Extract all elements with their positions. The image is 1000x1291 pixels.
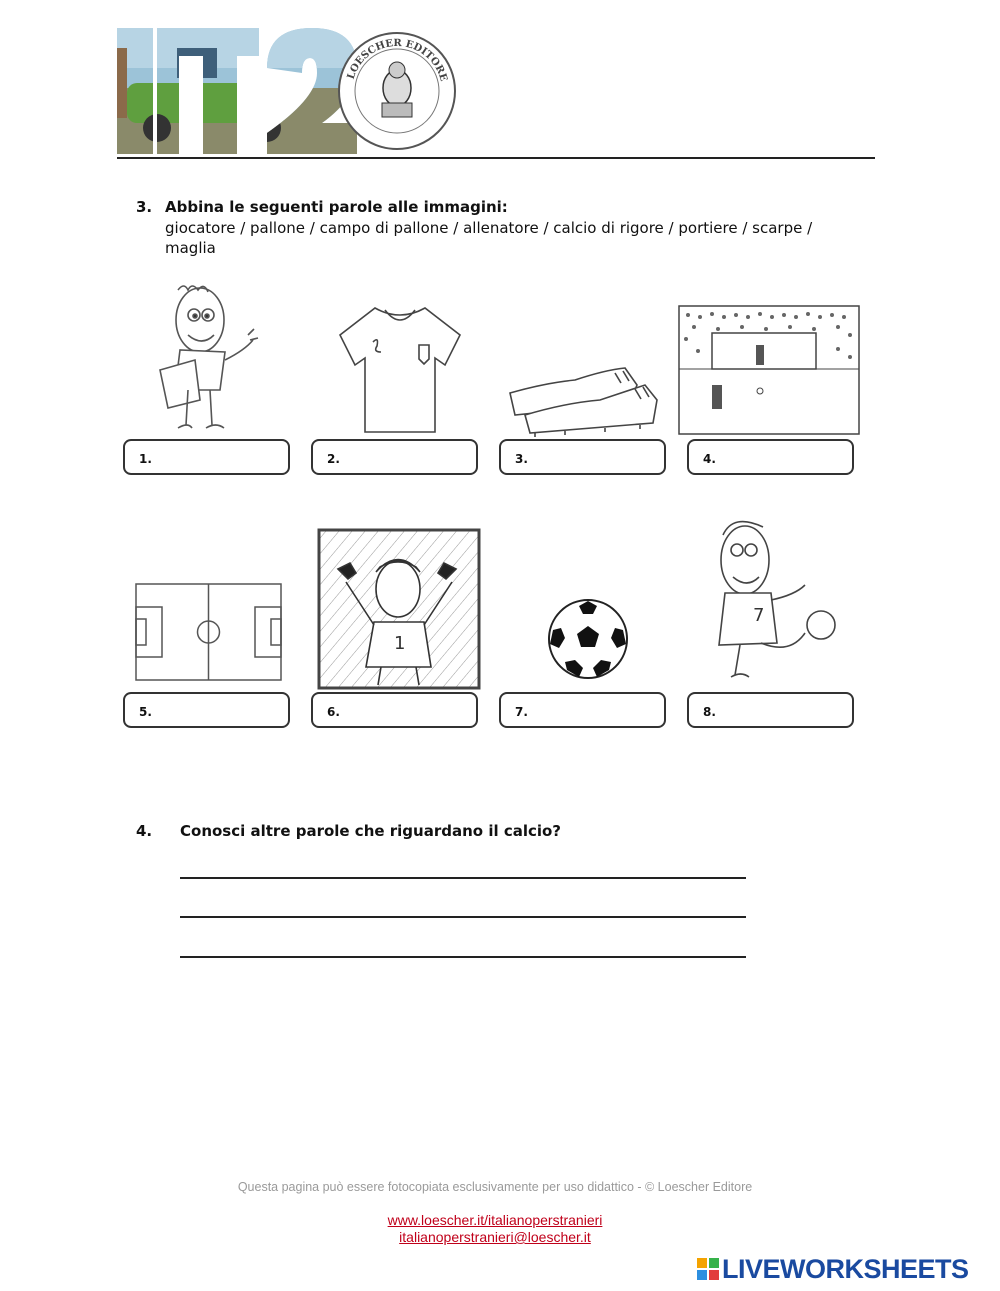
it2-logo [117,28,357,154]
liveworksheets-icon [697,1258,719,1280]
answer-box-8[interactable] [687,692,854,728]
copyright-note: Questa pagina può essere fotocopiata esclusivamente per uso didattico - © Loescher Editore [237,1180,753,1194]
exercise-3-word-list: giocatore / pallone / campo di pallone / allenatore / calcio di rigore / portiere / scarpe / maglia [165,219,813,257]
football-boots-icon [505,365,660,438]
player-cartoon-icon [705,515,840,685]
answer-box-2[interactable] [311,439,478,475]
answer-box-4[interactable] [687,439,854,475]
answer-label: 5. [139,705,152,719]
answer-label: 8. [703,705,716,719]
svg-text:7: 7 [753,605,765,626]
answer-line-3[interactable] [180,956,746,958]
answer-box-3[interactable] [499,439,666,475]
answer-label: 2. [327,452,340,466]
loescher-stamp-logo [334,28,460,154]
header-divider [117,157,875,159]
website-link[interactable]: www.loescher.it/italianoperstranieri [387,1212,603,1228]
answer-box-6[interactable] [311,692,478,728]
answer-label: 3. [515,452,528,466]
answer-label: 7. [515,705,528,719]
answer-label: 6. [327,705,340,719]
answer-box-5[interactable] [123,692,290,728]
soccer-ball-icon [547,598,629,680]
goalkeeper-cartoon-icon [316,527,482,691]
exercise-3-number: 3. [136,198,153,216]
answer-label: 1. [139,452,152,466]
answer-box-1[interactable] [123,439,290,475]
coach-cartoon-icon [150,280,265,438]
exercise-4-number: 4. [136,822,153,840]
liveworksheets-brand[interactable]: LIVEWORKSHEETS [722,1254,969,1284]
svg-text:LOESCHER EDITORE: LOESCHER EDITORE [345,37,449,83]
exercise-3-title: Abbina le seguenti parole alle immagini: [165,198,508,216]
answer-box-7[interactable] [499,692,666,728]
answer-label: 4. [703,452,716,466]
email-link[interactable]: italianoperstranieri@loescher.it [399,1229,591,1245]
jersey-shirt-icon [335,300,465,438]
answer-line-1[interactable] [180,877,746,879]
exercise-4-title: Conosci altre parole che riguardano il calcio? [180,822,562,840]
svg-text:1: 1 [394,633,406,654]
football-pitch-icon [135,583,282,681]
penalty-kick-stadium-icon [678,305,860,435]
answer-line-2[interactable] [180,916,746,918]
